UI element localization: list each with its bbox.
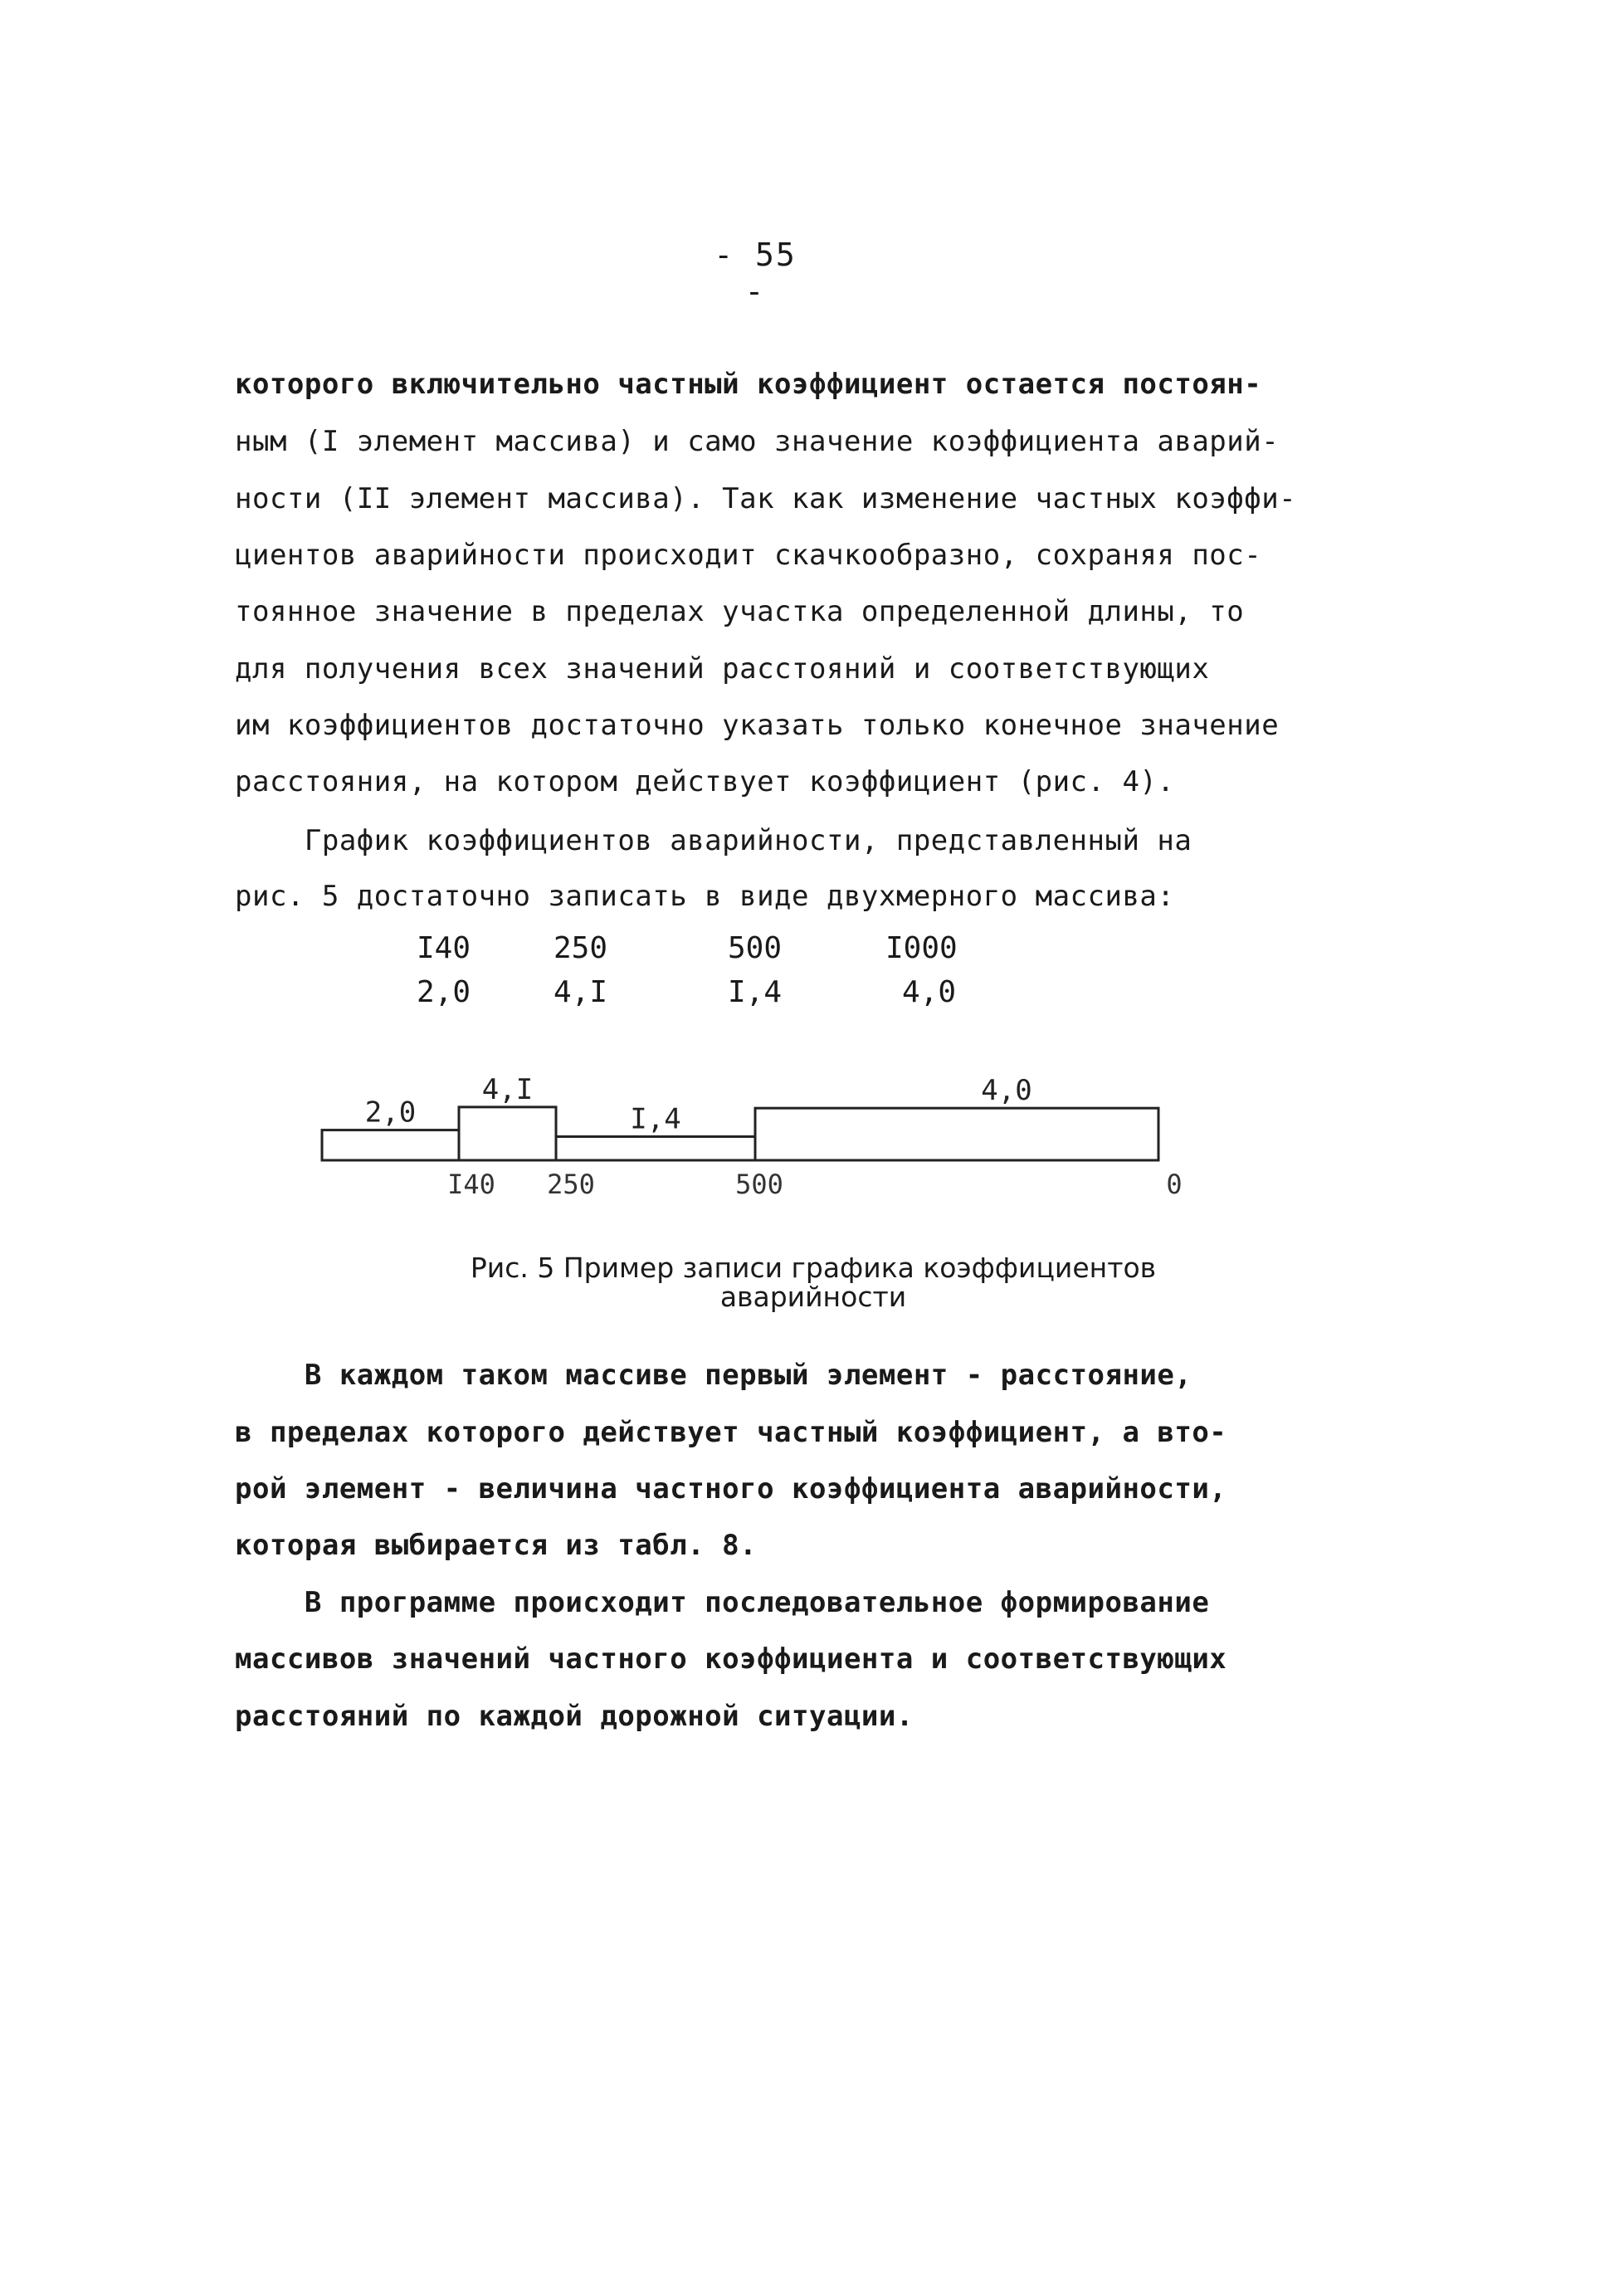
text-line: График коэффициентов аварийности, представленный на — [235, 824, 1192, 857]
text-line: циентов аварийности происходит скачкообразно, сохраняя пос- — [235, 539, 1262, 572]
page-number: - 55 - — [714, 237, 797, 310]
step-bar — [755, 1108, 1158, 1160]
x-tick-label: 250 — [547, 1169, 595, 1200]
text-line: которая выбирается из табл. 8. — [235, 1529, 758, 1562]
x-tick-label: I40 — [447, 1169, 495, 1200]
text-line: ности (II элемент массива). Так как изменение частных коэффи- — [235, 482, 1297, 515]
segment-value-label: I,4 — [630, 1102, 681, 1136]
text-line: рой элемент - величина частного коэффициента аварийности, — [235, 1472, 1227, 1506]
x-tick-label: 500 — [735, 1169, 783, 1200]
segment-value-label: 2,0 — [364, 1096, 417, 1130]
array-coefficient: I,4 — [728, 975, 783, 1009]
text-line: которого включительно частный коэффициент остается постоян- — [235, 368, 1262, 401]
text-line: в пределах которого действует частный коэффициент, а вто- — [235, 1416, 1227, 1449]
step-bar — [459, 1107, 556, 1160]
text-line: массивов значений частного коэффициента и соответствующих — [235, 1642, 1227, 1676]
text-line: расстояния, на котором действует коэффициент (рис. 4). — [235, 765, 1175, 798]
figure-caption-line-2: аварийности — [719, 1281, 907, 1313]
figure-caption-line-1: Рис. 5 Пример записи графика коэффициентов — [470, 1252, 1157, 1284]
text-line: им коэффициентов достаточно указать только конечное значение — [235, 709, 1280, 742]
text-line: В каждом таком массиве первый элемент - расстояние, — [235, 1359, 1192, 1392]
array-distance: I000 — [885, 931, 958, 965]
text-line: ным (I элемент массива) и само значение коэффициента аварий- — [235, 425, 1280, 458]
array-coefficient: 4,I — [554, 975, 608, 1009]
text-line: В программе происходит последовательное формирование — [235, 1586, 1210, 1619]
text-line: для получения всех значений расстояний и соответствующих — [235, 652, 1210, 686]
text-line: расстояний по каждой дорожной ситуации. — [235, 1700, 914, 1733]
step-bar — [556, 1137, 755, 1160]
segment-value-label: 4,0 — [981, 1074, 1032, 1108]
text-line: тоянное значение в пределах участка определенной длины, то — [235, 595, 1245, 628]
segment-value-label: 4,I — [481, 1072, 534, 1106]
x-tick-label: 0 — [1166, 1169, 1183, 1200]
array-coefficient: 2,0 — [417, 975, 471, 1009]
step-bar — [322, 1130, 459, 1160]
array-distance: 500 — [728, 931, 783, 965]
array-coefficient: 4,0 — [902, 975, 957, 1009]
array-distance: I40 — [417, 931, 471, 965]
text-line: рис. 5 достаточно записать в виде двухмерного массива: — [235, 880, 1175, 913]
array-distance: 250 — [554, 931, 608, 965]
